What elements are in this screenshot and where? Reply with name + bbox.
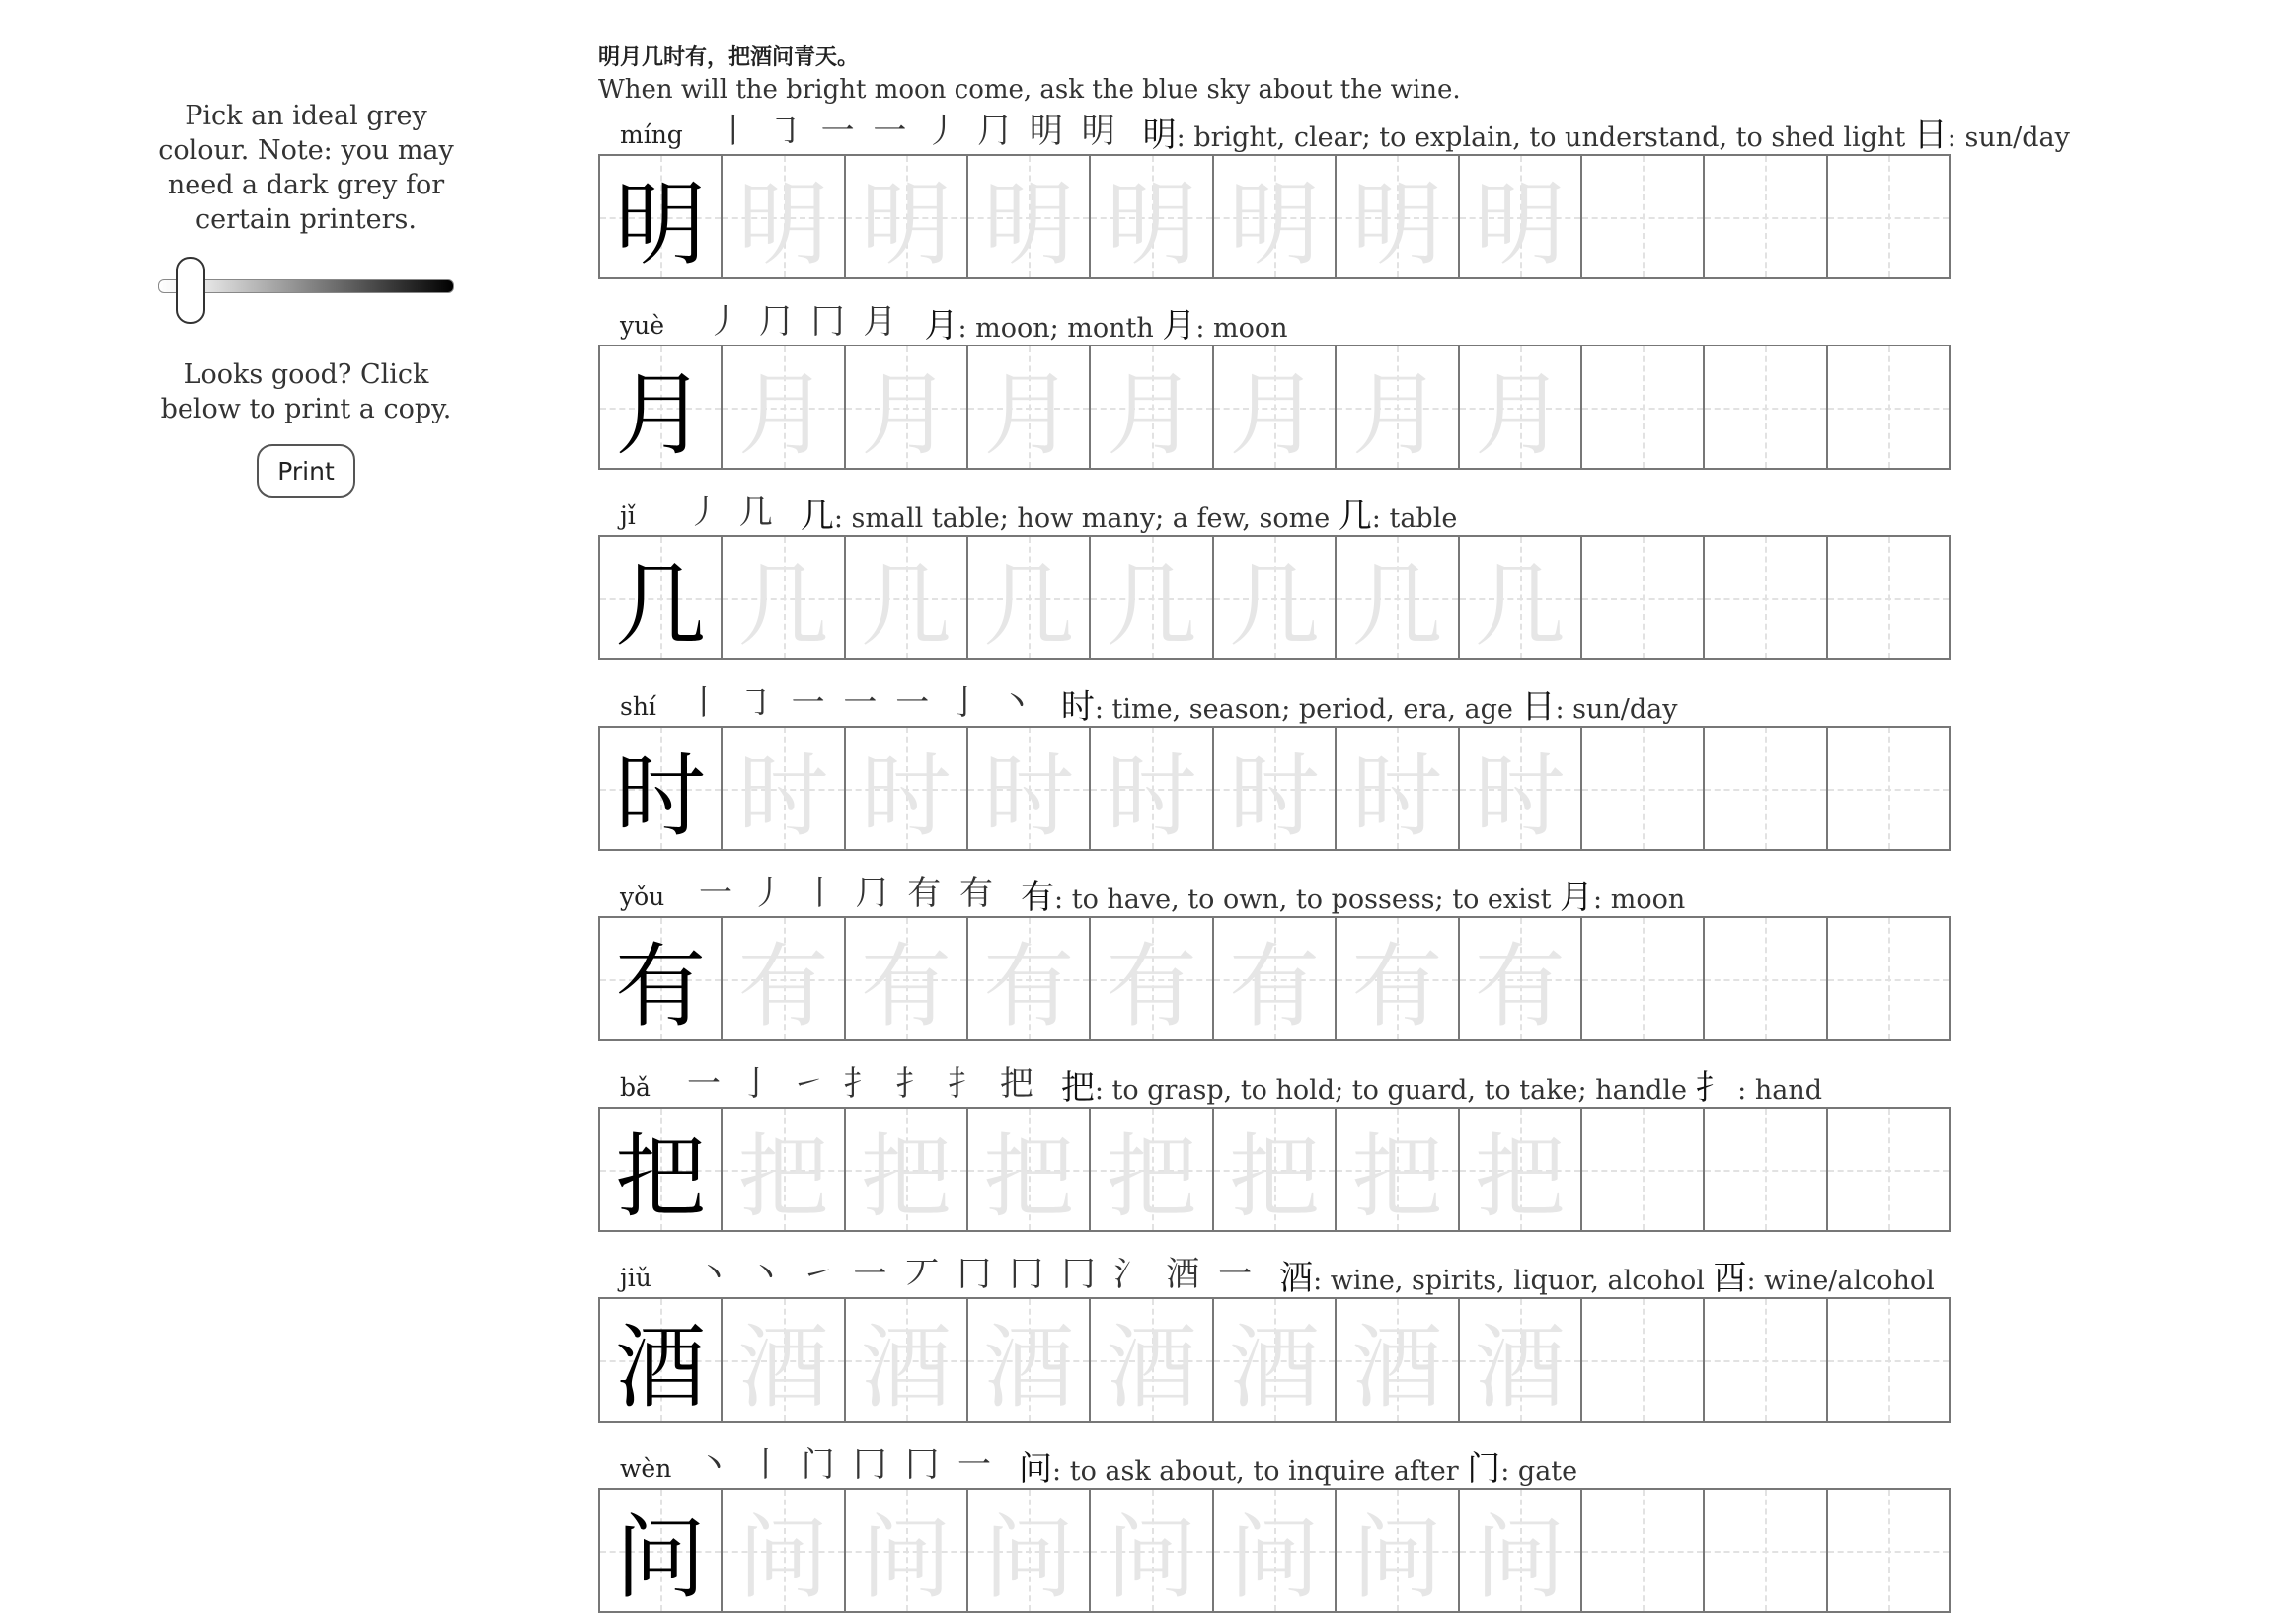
trace-cell	[1460, 345, 1582, 470]
trace-character: 月	[860, 361, 952, 468]
trace-cell	[1214, 1488, 1337, 1613]
model-character: 明	[615, 171, 707, 277]
trace-cell	[1337, 154, 1459, 279]
model-cell	[600, 1488, 723, 1613]
entry-character: 明	[1142, 115, 1177, 155]
entry-character: 问	[1019, 1449, 1053, 1489]
blank-cell	[1705, 345, 1827, 470]
trace-cell	[1337, 535, 1459, 660]
practice-grid	[598, 916, 1951, 1041]
entry-character: 有	[1021, 878, 1055, 917]
blank-cell	[1828, 535, 1951, 660]
stroke-order: 丨 ㇆ 一 一 丿 ⺆ 明 明	[717, 112, 1119, 151]
radical-meaning: : hand	[1728, 1075, 1822, 1106]
trace-character: 问	[860, 1504, 952, 1611]
trace-cell	[1091, 535, 1213, 660]
trace-character: 明	[1106, 171, 1197, 277]
blank-cell	[1582, 1297, 1705, 1423]
blank-cell	[1705, 1107, 1827, 1232]
meaning-text: : to ask about, to inquire after	[1052, 1456, 1468, 1487]
model-cell	[600, 535, 723, 660]
trace-character: 把	[1351, 1123, 1443, 1230]
trace-character: 月	[1351, 361, 1443, 468]
trace-character: 有	[1474, 933, 1566, 1039]
trace-character: 明	[860, 171, 952, 277]
blank-cell	[1705, 1297, 1827, 1423]
trace-cell	[1337, 1107, 1459, 1232]
character-entry	[598, 1444, 1980, 1613]
trace-character: 月	[1474, 361, 1566, 468]
practice-grid	[598, 1297, 1951, 1423]
model-character: 问	[615, 1504, 707, 1611]
blank-cell	[1582, 535, 1705, 660]
blank-cell	[1828, 1488, 1951, 1613]
entry-info	[598, 111, 2070, 155]
pinyin: jǐ	[620, 501, 636, 530]
trace-character: 时	[860, 742, 952, 849]
blank-cell	[1828, 154, 1951, 279]
trace-cell	[1460, 154, 1582, 279]
trace-character: 问	[1474, 1504, 1566, 1611]
trace-cell	[1091, 1297, 1213, 1423]
trace-cell	[1337, 1297, 1459, 1423]
trace-cell	[1091, 1107, 1213, 1232]
radical: 扌	[1695, 1068, 1729, 1108]
trace-character: 酒	[1106, 1314, 1197, 1421]
pinyin: wèn	[620, 1454, 672, 1483]
trace-character: 几	[1228, 552, 1320, 658]
entry-info	[598, 873, 1980, 917]
trace-cell	[1337, 726, 1459, 851]
trace-character: 把	[1106, 1123, 1197, 1230]
blank-cell	[1582, 916, 1705, 1041]
trace-cell	[968, 1107, 1091, 1232]
meaning-text: : to grasp, to hold; to guard, to take; handle	[1094, 1075, 1696, 1106]
trace-cell	[723, 726, 845, 851]
trace-cell	[846, 1488, 968, 1613]
trace-character: 时	[737, 742, 829, 849]
blank-cell	[1828, 916, 1951, 1041]
trace-cell	[1337, 916, 1459, 1041]
trace-character: 时	[1351, 742, 1443, 849]
trace-character: 有	[1351, 933, 1443, 1039]
radical-meaning: : moon	[1195, 313, 1288, 344]
trace-cell	[1091, 726, 1213, 851]
worksheet	[598, 39, 2070, 1611]
trace-cell	[1214, 154, 1337, 279]
blank-cell	[1705, 154, 1827, 279]
trace-character: 酒	[860, 1314, 952, 1421]
entry-character: 几	[800, 497, 834, 536]
stroke-order: 丿 几	[687, 493, 777, 532]
trace-cell	[1460, 1488, 1582, 1613]
meaning-text: : wine, spirits, liquor, alcohol	[1313, 1266, 1714, 1296]
practice-grid	[598, 535, 1951, 660]
pinyin: yuè	[620, 311, 665, 340]
trace-character: 几	[983, 552, 1075, 658]
model-character: 时	[615, 742, 707, 849]
instructions-text: Pick an ideal grey colour. Note: you may need a dark grey for certain printers.	[158, 101, 454, 235]
character-entry	[598, 1254, 1980, 1423]
trace-cell	[1460, 916, 1582, 1041]
radical: 几	[1338, 497, 1372, 536]
pinyin: míng	[620, 120, 683, 149]
practice-grid	[598, 726, 1951, 851]
blank-cell	[1582, 1107, 1705, 1232]
character-entry	[598, 301, 1980, 470]
trace-character: 酒	[1474, 1314, 1566, 1421]
blank-cell	[1828, 1297, 1951, 1423]
model-character: 有	[615, 933, 707, 1039]
trace-character: 问	[1228, 1504, 1320, 1611]
trace-cell	[723, 1107, 845, 1232]
trace-cell	[723, 916, 845, 1041]
entry-info	[598, 492, 1980, 536]
radical-meaning: : sun/day	[1947, 122, 2070, 153]
trace-cell	[846, 535, 968, 660]
trace-character: 酒	[983, 1314, 1075, 1421]
entry-character: 月	[924, 306, 958, 346]
stroke-order: 丶 丨 门 冂 冂 一	[697, 1445, 996, 1485]
entry-character: 酒	[1279, 1259, 1314, 1298]
trace-cell	[968, 345, 1091, 470]
trace-character: 把	[1474, 1123, 1566, 1230]
blank-cell	[1582, 154, 1705, 279]
entry-character: 把	[1060, 1068, 1095, 1108]
trace-cell	[968, 154, 1091, 279]
trace-cell	[1460, 1107, 1582, 1232]
trace-cell	[968, 535, 1091, 660]
trace-cell	[1091, 345, 1213, 470]
slider-thumb[interactable]	[176, 257, 205, 324]
trace-cell	[968, 1297, 1091, 1423]
trace-cell	[1460, 535, 1582, 660]
trace-character: 有	[1228, 933, 1320, 1039]
radical-meaning: : wine/alcohol	[1746, 1266, 1935, 1296]
blank-cell	[1828, 345, 1951, 470]
trace-cell	[1214, 1107, 1337, 1232]
trace-character: 问	[983, 1504, 1075, 1611]
trace-character: 酒	[737, 1314, 829, 1421]
print-hint: Looks good? Click below to print a copy.	[160, 359, 452, 424]
radical-meaning: : moon	[1593, 885, 1686, 915]
blank-cell	[1705, 535, 1827, 660]
model-character: 酒	[615, 1314, 707, 1421]
trace-character: 明	[1228, 171, 1320, 277]
trace-character: 时	[1228, 742, 1320, 849]
trace-cell	[1214, 345, 1337, 470]
trace-cell	[723, 345, 845, 470]
character-entry	[598, 492, 1980, 660]
practice-grid	[598, 345, 1951, 470]
meaning-text: : moon; month	[957, 313, 1163, 344]
blank-cell	[1828, 726, 1951, 851]
trace-character: 把	[860, 1123, 952, 1230]
pinyin: jiǔ	[620, 1264, 651, 1292]
blank-cell	[1582, 1488, 1705, 1613]
practice-grid	[598, 154, 1951, 279]
model-cell	[600, 154, 723, 279]
trace-cell	[1337, 1488, 1459, 1613]
entry-info	[598, 1254, 1980, 1298]
trace-cell	[1091, 916, 1213, 1041]
trace-cell	[968, 916, 1091, 1041]
radical: 日	[1913, 115, 1948, 155]
radical-meaning: : gate	[1500, 1456, 1578, 1487]
blank-cell	[1582, 726, 1705, 851]
model-character: 把	[615, 1123, 707, 1230]
character-entry	[598, 1063, 1980, 1232]
trace-cell	[846, 1297, 968, 1423]
radical: 酉	[1713, 1259, 1747, 1298]
meaning-text: : time, season; period, era, age	[1094, 694, 1522, 725]
settings-panel	[148, 99, 464, 498]
trace-character: 酒	[1228, 1314, 1320, 1421]
trace-cell	[968, 726, 1091, 851]
character-entry	[598, 682, 1980, 851]
trace-cell	[846, 916, 968, 1041]
trace-cell	[1214, 535, 1337, 660]
poem-english: When will the bright moon come, ask the blue sky about the wine.	[598, 75, 1461, 105]
stroke-order: 丨 ㇆ 一 一 一 亅 丶	[687, 683, 1037, 723]
trace-cell	[968, 1488, 1091, 1613]
trace-character: 问	[1351, 1504, 1443, 1611]
stroke-order: 一 亅 ㇀ 扌 扌 扌 把	[687, 1064, 1037, 1104]
trace-character: 时	[1474, 742, 1566, 849]
trace-character: 明	[1351, 171, 1443, 277]
model-cell	[600, 916, 723, 1041]
trace-cell	[723, 154, 845, 279]
trace-character: 月	[1106, 361, 1197, 468]
trace-character: 明	[1474, 171, 1566, 277]
trace-cell	[1214, 726, 1337, 851]
model-character: 月	[615, 361, 707, 468]
grey-slider[interactable]	[158, 257, 454, 316]
trace-character: 几	[1106, 552, 1197, 658]
meaning-text: : to have, to own, to possess; to exist	[1054, 885, 1561, 915]
meaning-text: : small table; how many; a few, some	[833, 503, 1339, 534]
trace-character: 几	[860, 552, 952, 658]
radical-meaning: : table	[1371, 503, 1458, 534]
trace-cell	[723, 535, 845, 660]
practice-grid	[598, 1488, 1951, 1613]
radical-meaning: : sun/day	[1555, 694, 1678, 725]
entry-info	[598, 682, 1980, 727]
model-cell	[600, 1297, 723, 1423]
stroke-order: 丿 ⺆ 冂 月	[707, 302, 901, 342]
stroke-order: 丶 丶 ㇀ 一 丆 冂 冂 冂 氵 酒 一	[697, 1255, 1257, 1294]
blank-cell	[1705, 1488, 1827, 1613]
entry-character: 时	[1060, 687, 1095, 727]
meaning-text: : bright, clear; to explain, to understand, to shed light	[1176, 122, 1914, 153]
model-cell	[600, 1107, 723, 1232]
trace-character: 问	[737, 1504, 829, 1611]
trace-cell	[846, 726, 968, 851]
trace-character: 问	[1106, 1504, 1197, 1611]
blank-cell	[1582, 345, 1705, 470]
trace-cell	[1337, 345, 1459, 470]
blank-cell	[1705, 726, 1827, 851]
radical: 月	[1560, 878, 1594, 917]
model-cell	[600, 345, 723, 470]
trace-character: 几	[737, 552, 829, 658]
trace-character: 时	[1106, 742, 1197, 849]
trace-character: 有	[860, 933, 952, 1039]
entry-info	[598, 1063, 1980, 1108]
trace-character: 月	[737, 361, 829, 468]
trace-character: 把	[1228, 1123, 1320, 1230]
pinyin: yǒu	[620, 883, 665, 911]
print-button[interactable]: Print	[257, 444, 355, 498]
character-entry	[598, 873, 1980, 1041]
trace-character: 几	[1474, 552, 1566, 658]
trace-cell	[1091, 154, 1213, 279]
radical: 门	[1467, 1449, 1501, 1489]
entry-info	[598, 301, 1980, 346]
trace-cell	[846, 154, 968, 279]
trace-character: 月	[1228, 361, 1320, 468]
trace-character: 把	[983, 1123, 1075, 1230]
blank-cell	[1705, 916, 1827, 1041]
character-entry	[598, 111, 2070, 279]
blank-cell	[1828, 1107, 1951, 1232]
trace-character: 把	[737, 1123, 829, 1230]
trace-character: 几	[1351, 552, 1443, 658]
radical: 月	[1162, 306, 1196, 346]
trace-character: 明	[737, 171, 829, 277]
trace-cell	[1460, 1297, 1582, 1423]
trace-cell	[723, 1297, 845, 1423]
trace-character: 酒	[1351, 1314, 1443, 1421]
pinyin: shí	[620, 692, 656, 721]
model-character: 几	[615, 552, 707, 658]
radical: 日	[1521, 687, 1556, 727]
trace-cell	[846, 1107, 968, 1232]
trace-cell	[723, 1488, 845, 1613]
stroke-order: 一 丿 丨 ⺆ 有 有	[699, 874, 998, 913]
trace-character: 有	[737, 933, 829, 1039]
trace-character: 明	[983, 171, 1075, 277]
trace-cell	[1214, 916, 1337, 1041]
trace-character: 月	[983, 361, 1075, 468]
trace-cell	[1091, 1488, 1213, 1613]
trace-character: 时	[983, 742, 1075, 849]
practice-grid	[598, 1107, 1951, 1232]
trace-cell	[1460, 726, 1582, 851]
trace-character: 有	[983, 933, 1075, 1039]
trace-character: 有	[1106, 933, 1197, 1039]
pinyin: bǎ	[620, 1073, 651, 1102]
trace-cell	[1214, 1297, 1337, 1423]
trace-cell	[846, 345, 968, 470]
model-cell	[600, 726, 723, 851]
poem-chinese: 明月几时有，把酒问青天。	[598, 44, 860, 70]
entry-info	[598, 1444, 1980, 1489]
